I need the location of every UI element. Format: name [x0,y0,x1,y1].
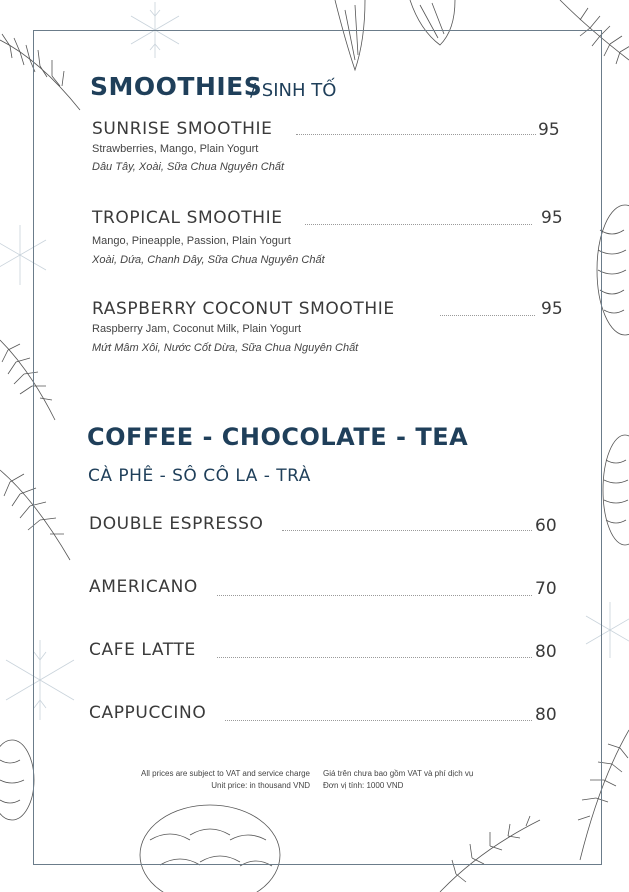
menu-item-price: 80 [535,642,557,662]
smoothies-title: SMOOTHIES [90,72,263,101]
coffee-subtitle: CÀ PHÊ - SÔ CÔ LA - TRÀ [88,466,311,486]
smoothies-subtitle: / SINH TỐ [250,80,337,101]
menu-leader [440,315,535,316]
menu-item-price: 70 [535,579,557,599]
menu-item-name: CAFE LATTE [89,640,200,660]
menu-item-description-vi: Xoài, Dứa, Chanh Dây, Sữa Chua Nguyên Chất [92,254,325,266]
menu-item-name: AMERICANO [89,577,202,597]
menu-item-name: DOUBLE ESPRESSO [89,514,268,534]
menu-item-description: Raspberry Jam, Coconut Milk, Plain Yogurt [92,323,302,335]
footer-note-en [141,768,310,792]
menu-item-name: SUNRISE SMOOTHIE [92,119,276,139]
menu-item-description-vi: Mứt Mâm Xôi, Nước Cốt Dừa, Sữa Chua Nguyên Chất [92,342,359,354]
footer-unit-note: Unit price: in thousand VND [211,781,310,790]
footer-vat-note: All prices are subject to VAT and service charge [141,769,310,778]
footer-note-vi [323,768,473,792]
menu-leader [225,720,532,721]
menu-leader [217,657,532,658]
menu-item-price: 95 [538,120,560,140]
menu-item-name: RASPBERRY COCONUT SMOOTHIE [92,299,399,319]
footer-vat-note-vi: Giá trên chưa bao gồm VAT và phí dịch vụ [323,769,474,778]
menu-leader [296,134,536,135]
menu-item-price: 95 [541,299,563,319]
menu-item-price: 80 [535,705,557,725]
menu-item-price: 60 [535,516,557,536]
menu-leader [217,595,532,596]
menu-item-description: Strawberries, Mango, Plain Yogurt [92,143,259,155]
menu-item-description-vi: Dâu Tây, Xoài, Sữa Chua Nguyên Chất [92,161,285,173]
footer-unit-note-vi: Đơn vị tính: 1000 VND [323,781,404,790]
menu-item-price: 95 [541,208,563,228]
menu-item-name: CAPPUCCINO [89,703,210,723]
menu-item-description: Mango, Pineapple, Passion, Plain Yogurt [92,235,291,247]
menu-item-name: TROPICAL SMOOTHIE [92,208,287,228]
menu-leader [305,224,532,225]
coffee-title: COFFEE - CHOCOLATE - TEA [87,423,469,451]
menu-leader [282,530,532,531]
